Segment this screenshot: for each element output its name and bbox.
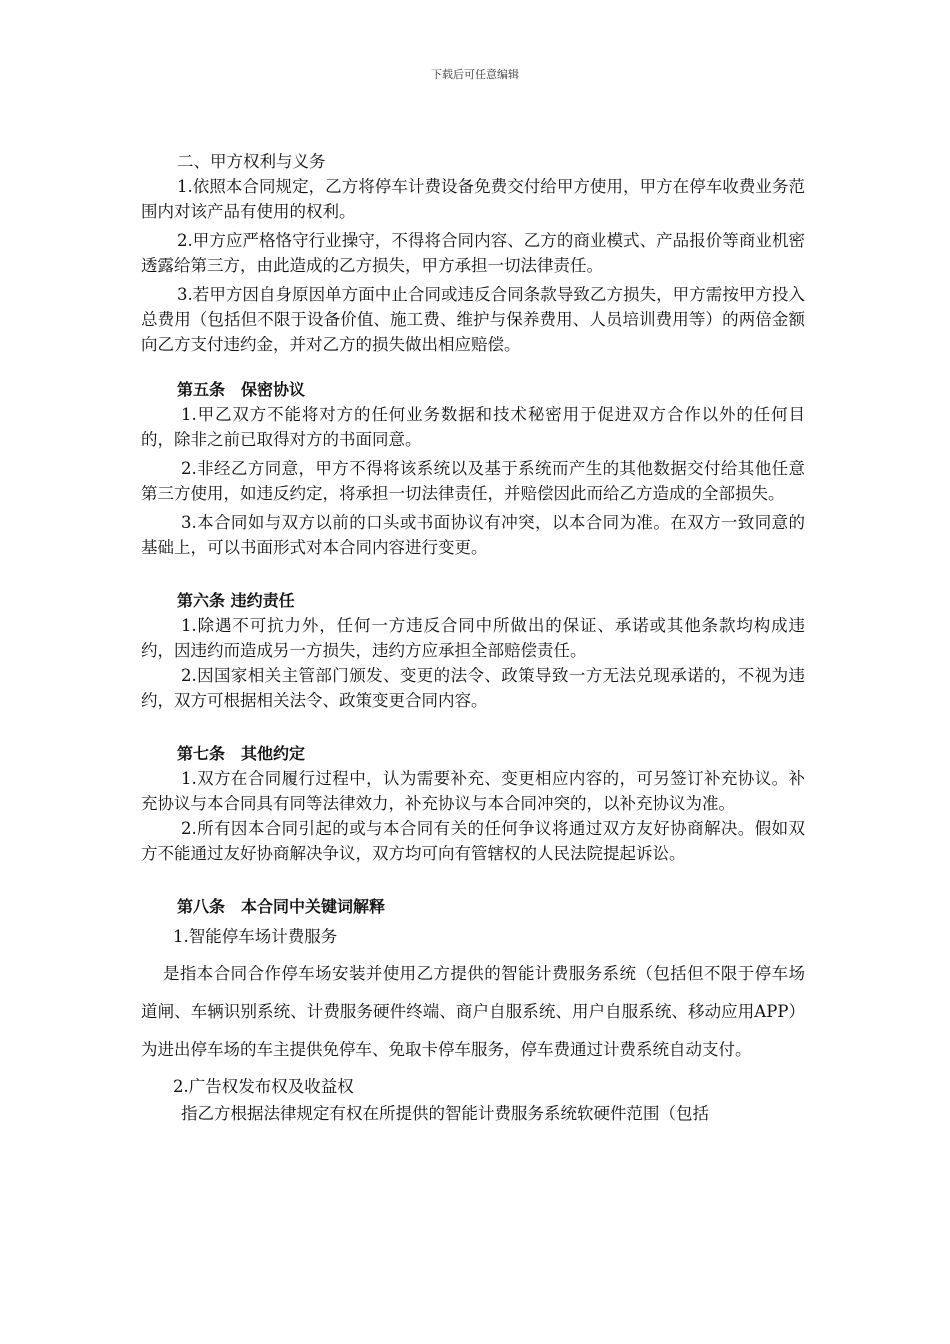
article-5-heading: 第五条 保密协议 bbox=[177, 380, 306, 399]
page-header: 下载后可任意编辑 bbox=[431, 68, 519, 81]
article-7-heading: 第七条 其他约定 bbox=[177, 744, 306, 763]
article-8-heading: 第八条 本合同中关键词解释 bbox=[177, 897, 386, 916]
term-2-definition: 指乙方根据法律规定有权在所提供的智能计费服务系统软硬件范围（包括 bbox=[181, 1104, 709, 1123]
rights-clause-1: 1.依照本合同规定，乙方将停车计费设备免费交付给甲方使用，甲方在停车收费业务范围内对该产品有使用的权利。 bbox=[141, 177, 805, 221]
rights-clause-3: 3.若甲方因自身原因单方面中止合同或违反合同条款导致乙方损失，甲方需按甲方投入总费用（包括但不限于设备价值、施工费、维护与保养费用、人员培训费用等）的两倍金额向乙方支付违约金，并对乙方的损失做出相应赔偿。 bbox=[141, 285, 805, 354]
term-2-title: 2.广告权发布权及收益权 bbox=[173, 1077, 354, 1096]
term-1-definition: 是指本合同合作停车场安装并使用乙方提供的智能计费服务系统（包括但不限于停车场道闸、车辆识别系统、计费服务硬件终端、商户自服系统、用户自服系统、移动应用APP）为进出停车场的车主提供免停车、免取卡停车服务，停车费通过计费系统自动支付。 bbox=[141, 964, 805, 1059]
article-7-clause-2: 2.所有因本合同引起的或与本合同有关的任何争议将通过双方友好协商解决。假如双方不能通过友好协商解决争议，双方均可向有管辖权的人民法院提起诉讼。 bbox=[141, 819, 805, 863]
section-title-rights: 二、甲方权利与义务 bbox=[177, 152, 326, 171]
article-6-clause-1: 1.除遇不可抗力外，任何一方违反合同中所做出的保证、承诺或其他条款均构成违约，因违约而造成另一方损失，违约方应承担全部赔偿责任。 bbox=[141, 616, 805, 660]
document-page bbox=[141, 150, 805, 1127]
article-5-clause-1: 1.甲乙双方不能将对方的任何业务数据和技术秘密用于促进双方合作以外的任何目的，除非之前已取得对方的书面同意。 bbox=[141, 405, 805, 449]
article-5-clause-3: 3.本合同如与双方以前的口头或书面协议有冲突，以本合同为准。在双方一致同意的基础上，可以书面形式对本合同内容进行变更。 bbox=[141, 513, 805, 557]
term-1-title: 1.智能停车场计费服务 bbox=[173, 927, 338, 946]
article-6-heading: 第六条 违约责任 bbox=[177, 591, 295, 610]
rights-clause-2: 2.甲方应严格恪守行业操守，不得将合同内容、乙方的商业模式、产品报价等商业机密透露给第三方，由此造成的乙方损失，甲方承担一切法律责任。 bbox=[141, 231, 805, 275]
article-5-clause-2: 2.非经乙方同意，甲方不得将该系统以及基于系统而产生的其他数据交付给其他任意第三方使用，如违反约定，将承担一切法律责任，并赔偿因此而给乙方造成的全部损失。 bbox=[141, 459, 805, 503]
article-7-clause-1: 1.双方在合同履行过程中，认为需要补充、变更相应内容的，可另签订补充协议。补充协议与本合同具有同等法律效力，补充协议与本合同冲突的，以补充协议为准。 bbox=[141, 769, 805, 813]
article-6-clause-2: 2.因国家相关主管部门颁发、变更的法令、政策导致一方无法兑现承诺的，不视为违约，双方可根据相关法令、政策变更合同内容。 bbox=[141, 666, 805, 710]
